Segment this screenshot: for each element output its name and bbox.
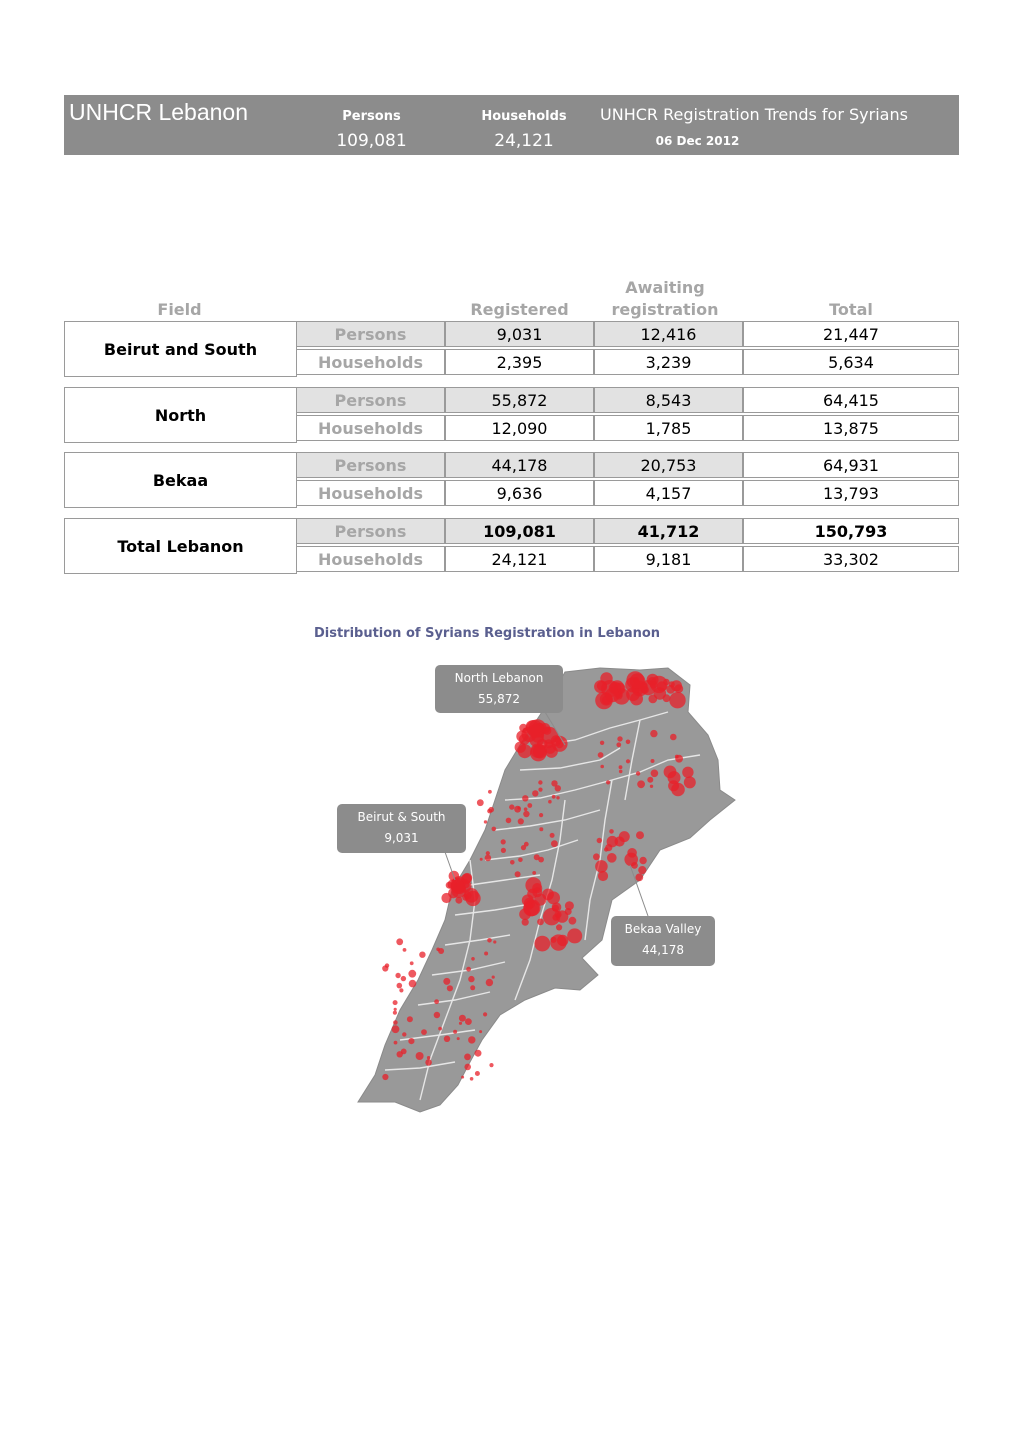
registration-dot [638,866,646,874]
registration-dot [565,901,574,910]
households-total: 5,634 [743,349,959,375]
registration-dot [663,679,669,685]
households-label: Households [296,546,445,572]
persons-label: Persons [296,321,445,347]
callout-name: Bekaa Valley [624,922,702,936]
registration-dot [465,1018,472,1025]
registration-dot [506,818,512,824]
households-label: Households [481,109,567,124]
persons-label: Persons [296,518,445,544]
households-registered: 2,395 [445,349,594,375]
registration-dot [519,908,531,920]
registration-dot [402,1032,406,1036]
registration-dot [471,957,475,961]
registration-dot [600,741,604,745]
registration-dot [543,727,551,735]
persons-registered: 9,031 [445,321,594,347]
registration-dot [552,795,556,799]
households-awaiting: 9,181 [594,546,743,572]
registration-dot [550,937,556,943]
registration-dot [410,961,414,965]
households-awaiting: 3,239 [594,349,743,375]
registration-dot [522,919,529,926]
registration-dot [516,731,528,743]
header-title: UNHCR Lebanon [69,99,248,125]
registration-dot [468,1036,475,1043]
households-label: Households [296,349,445,375]
registration-dot [401,976,406,981]
registration-dot [470,985,475,990]
registration-dot [605,688,619,702]
registration-dot [425,1059,432,1066]
registration-dot [484,820,487,823]
callout-name: Beirut & South [357,810,446,824]
registration-dot [518,858,523,863]
registration-dot [487,938,492,943]
registration-dot [395,973,400,978]
registration-dot [475,1050,482,1057]
persons-total: 64,931 [743,452,959,478]
registration-dot [462,873,472,883]
registration-dot [548,800,552,804]
registration-dot [488,807,494,813]
registration-dot [670,734,677,741]
registration-dot [636,771,640,775]
registration-dot [556,924,562,930]
registration-dot [427,1056,430,1059]
registration-dot [484,952,488,956]
field-name: Total Lebanon [64,518,297,574]
registration-dot [663,694,671,702]
lebanon-map [330,650,750,1130]
registration-dot [444,1036,450,1042]
registration-dot [522,795,528,801]
registration-dot [501,839,506,844]
registration-dot [408,970,416,978]
registration-dot [598,871,608,881]
registration-dot [493,940,496,943]
report-header [64,95,959,155]
registration-dot [392,1025,400,1033]
registration-dot [518,744,532,758]
households-total: 33,302 [743,546,959,572]
registration-dot [393,1011,397,1015]
registration-dot [438,1027,442,1031]
persons-total: 150,793 [743,518,959,544]
registration-dot [529,724,543,738]
registration-dot [626,740,631,745]
callout-bekaa-valley [611,916,715,966]
registration-dot [470,1077,474,1081]
registration-dot [532,790,538,796]
registration-dot [419,952,425,958]
registration-dot [534,854,540,860]
households-registered: 9,636 [445,480,594,506]
registration-dot [607,853,617,863]
col-header-field: Field [157,300,202,319]
registration-dot [556,796,559,799]
callout-value: 44,178 [642,943,684,957]
registration-dot [648,695,657,704]
registration-dot [483,1012,487,1016]
callout-name: North Lebanon [454,671,544,685]
households-registered: 12,090 [445,415,594,441]
persons-label: Persons [296,452,445,478]
registration-dot [617,736,622,741]
registration-dot [488,790,492,794]
registration-dot [635,874,643,882]
registration-dot [544,742,556,754]
households-label: Households [296,480,445,506]
col-header-registered: Registered [470,300,569,319]
registration-dot [550,833,555,838]
persons-total: 64,415 [743,387,959,413]
registration-dot [466,967,471,972]
registration-dot [393,1000,398,1005]
registration-dot [457,1037,460,1040]
registration-dot [636,831,644,839]
registration-dot [616,742,621,747]
households-total: 13,875 [743,415,959,441]
registration-dot [619,765,623,769]
field-name: North [64,387,297,443]
registration-dot [626,759,630,763]
registration-dot [647,777,653,783]
registration-dot [501,848,506,853]
persons-label: Persons [342,109,401,124]
registration-dot [543,908,560,925]
registration-dot [523,811,529,817]
registration-dot [669,692,685,708]
registration-dot [609,829,614,834]
registration-dot [538,788,542,792]
callout-beirut-south [337,804,466,853]
row-total-lebanon [64,518,959,574]
registration-dot [475,1071,480,1076]
col-header-total: Total [829,300,873,319]
callout-north-lebanon [435,665,563,713]
registration-dot [532,871,536,875]
callout-value: 55,872 [478,692,520,706]
registration-dot [651,770,659,778]
registration-dot [619,831,630,842]
households-total: 13,793 [743,480,959,506]
registration-dot [408,1038,414,1044]
persons-value: 109,081 [336,131,407,151]
registration-dot [531,743,546,758]
row-north [64,387,959,443]
registration-dot [555,737,561,743]
registration-dot [436,948,440,952]
persons-registered: 55,872 [445,387,594,413]
registration-dot [509,804,514,809]
registration-dot [397,1051,403,1057]
registration-dot [416,1052,424,1060]
registration-dot [451,880,465,894]
registration-dot [403,948,407,952]
registration-dot [459,1022,462,1025]
registration-dot [524,807,528,811]
households-value: 24,121 [494,131,554,151]
registration-dot [567,928,582,943]
registration-dot [394,1008,397,1011]
registration-dot [468,976,474,982]
registration-dot [464,1054,471,1061]
registration-dot [600,765,604,769]
registration-dot [397,983,403,989]
registration-dot [517,806,520,809]
registration-dot [684,776,696,788]
persons-total: 21,447 [743,321,959,347]
registration-dot [489,1063,493,1067]
col-header-awaiting: Awaiting registration [611,278,719,319]
registration-dot [551,780,557,786]
registration-dot [382,1074,388,1080]
registration-dot [510,860,515,865]
registration-dot [464,888,479,903]
registration-dot [682,767,693,778]
registration-dot [595,860,608,873]
report-title: UNHCR Registration Trends for Syrians [600,105,908,124]
registration-dot [455,897,462,904]
persons-awaiting: 20,753 [594,452,743,478]
households-awaiting: 4,157 [594,480,743,506]
registration-dot [651,759,655,763]
registration-dot [639,857,646,864]
field-name: Bekaa [64,452,297,508]
registration-dot [630,673,646,689]
registration-dot [547,891,560,904]
persons-awaiting: 8,543 [594,387,743,413]
persons-awaiting: 41,712 [594,518,743,544]
registration-dot [459,1015,466,1022]
registration-dot [434,999,439,1004]
registration-dot [461,1076,464,1079]
persons-label: Persons [296,387,445,413]
registration-dot [518,818,524,824]
registration-dot [668,771,681,784]
registration-dot [434,1012,440,1018]
registration-dot [650,785,653,788]
registration-dot [527,889,537,899]
registration-dot [421,1029,427,1035]
registration-dot [539,813,543,817]
registration-dot [597,838,602,843]
registration-dot [515,871,521,877]
registration-dot [479,1030,482,1033]
registration-dot [492,976,495,979]
registration-dot [534,936,550,952]
persons-awaiting: 12,416 [594,321,743,347]
registration-dot [593,853,600,860]
registration-dot [394,1041,398,1045]
registration-dot [650,730,657,737]
map-title: Distribution of Syrians Registration in Lebanon [313,626,661,641]
registration-dot [538,780,542,784]
households-awaiting: 1,785 [594,415,743,441]
registration-dot [480,858,483,861]
row-bekaa [64,452,959,508]
callout-value: 9,031 [384,831,419,845]
registration-dot [447,985,453,991]
field-name: Beirut and South [64,321,297,377]
registration-dot [637,780,645,788]
report-date: 06 Dec 2012 [655,134,740,148]
persons-registered: 44,178 [445,452,594,478]
registration-dot [407,1016,413,1022]
registration-dot [382,965,388,971]
registration-dot [537,919,544,926]
registration-dot [485,855,492,862]
registration-dot [393,1020,398,1025]
registration-dot [486,979,493,986]
registration-dot [600,672,612,684]
households-label: Households [296,415,445,441]
registration-dot [569,917,577,925]
registration-dot [453,1030,457,1034]
registration-dot [630,692,643,705]
registration-dot [396,938,403,945]
registration-dot [526,903,533,910]
registration-dot [441,893,451,903]
registration-dot [619,770,623,774]
row-beirut-south [64,321,959,377]
registration-dot [675,755,683,763]
registration-dot [598,752,604,758]
registration-dot [671,783,685,797]
registration-dot [527,803,532,808]
registration-dot [477,799,484,806]
registration-dot [521,845,526,850]
registration-dot [606,780,610,784]
registration-dot [631,862,638,869]
registration-dot [605,844,612,851]
registration-dot [399,988,403,992]
registration-dot [464,1064,471,1071]
households-registered: 24,121 [445,546,594,572]
registration-dot [409,980,417,988]
registration-dot [492,827,497,832]
registration-dot [443,978,450,985]
registration-dot [551,840,558,847]
persons-registered: 109,081 [445,518,594,544]
registration-dot [539,827,543,831]
